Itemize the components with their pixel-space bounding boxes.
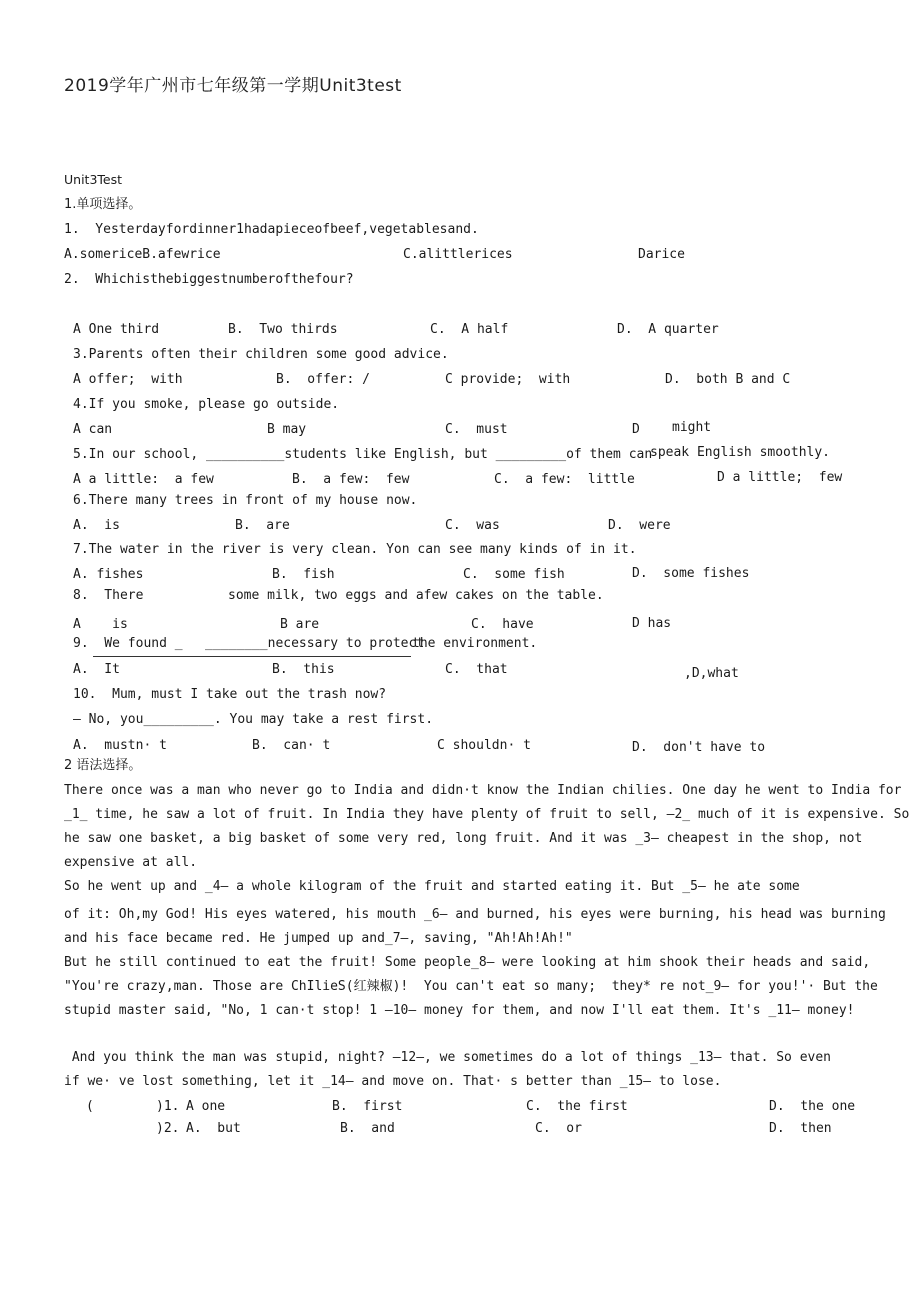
passage-line: "You're crazy,man. Those are ChIlieS(红辣椒)! You can't eat so many; they* re not_9— for you!'· But the — [64, 979, 878, 994]
q2-option-d: D. A quarter — [617, 322, 719, 337]
q6-option-a: A. is — [73, 518, 120, 533]
q2-option-a: A One third — [73, 322, 160, 337]
q10-option-b: B. can· t — [252, 738, 331, 753]
passage-line: and his face became red. He jumped up and_7—, saving, "Ah!Ah!Ah!" — [64, 931, 573, 946]
q9-option-c: C. that — [445, 662, 508, 677]
q6-option-d: D. were — [608, 518, 671, 533]
q4-option-b: B may — [267, 422, 307, 437]
q4-option-d-text: might — [672, 420, 712, 435]
q3-option-b: B. offer: / — [276, 372, 370, 387]
q10-option-c: C shouldn· t — [437, 738, 531, 753]
q9-stem: 9. We found _ — [73, 636, 183, 651]
q8-stem-cont: some milk, two eggs and afew cakes on the table. — [228, 588, 604, 603]
q3-option-c: C provide; with — [445, 372, 571, 387]
passage-line: expensive at all. — [64, 855, 198, 870]
q6-option-b: B. are — [235, 518, 290, 533]
passage-line: of it: Oh,my God! His eyes watered, his mouth _6— and burned, his eyes were burning, his head was burning — [64, 907, 886, 922]
passage-line: But he still continued to eat the fruit! Some people_8— were looking at him shook their heads and said, — [64, 955, 871, 970]
passage-line: And you think the man was stupid, night? —12—, we sometimes do a lot of things _13— that. So even — [64, 1050, 832, 1065]
answer-1-paren: ( — [86, 1099, 94, 1114]
q2-option-b: B. Two thirds — [228, 322, 338, 337]
q4-stem: 4.If you smoke, please go outside. — [73, 397, 340, 412]
q7-option-b: B. fish — [272, 567, 335, 582]
passage-line: _1_ time, he saw a lot of fruit. In India they have plenty of fruit to sell, —2_ much of it is expensive. So — [64, 807, 910, 822]
answer-1-option-b: B. first — [332, 1099, 403, 1114]
q5-stem: 5.In our school, __________students like English, but _________of them can — [73, 447, 653, 462]
section2-heading: 2 语法选择。 — [64, 758, 142, 773]
q9-stem-blank: ________necessary to protect — [205, 636, 425, 651]
q4-option-a: A can — [73, 422, 113, 437]
q2-option-c: C. A half — [430, 322, 509, 337]
passage-line: There once was a man who never go to India and didn·t know the Indian chilies. One day he went to India for — [64, 783, 902, 798]
test-subtitle: Unit3Test — [64, 172, 123, 187]
answer-1-option-a: A one — [186, 1099, 226, 1114]
answer-1-option-d: D. the one — [769, 1099, 856, 1114]
q9-option-d: ,D,what — [684, 666, 739, 681]
answer-2-option-a: A. but — [186, 1121, 241, 1136]
q7-stem: 7.The water in the river is very clean. Yon can see many kinds of in it. — [73, 542, 637, 557]
q9-underline — [93, 656, 411, 657]
q2-stem: 2. Whichisthebiggestnumberofthefour? — [64, 272, 354, 287]
q1-stem: 1. Yesterdayfordinner1hadapieceofbeef,vegetablesand. — [64, 222, 479, 237]
q1-option-d: Darice — [638, 247, 685, 262]
q7-option-c: C. some fish — [463, 567, 565, 582]
q8-option-a: A is — [73, 617, 128, 632]
q9-option-b: B. this — [272, 662, 335, 677]
passage-line: he saw one basket, a big basket of some very red, long fruit. And it was _3— cheapest in the shop, not — [64, 831, 863, 846]
q3-option-a: A offer; with — [73, 372, 183, 387]
q5-option-d: D a little; few — [717, 470, 843, 485]
q8-option-d: D has — [632, 616, 672, 631]
passage-line: if we· ve lost something, let it _14— and move on. That· s better than _15— to lose. — [64, 1074, 722, 1089]
passage-line: So he went up and _4— a whole kilogram of the fruit and started eating it. But _5— he ate some — [64, 879, 800, 894]
answer-2-number: )2. — [156, 1121, 180, 1136]
q4-option-c: C. must — [445, 422, 508, 437]
answer-1-number: )1. — [156, 1099, 180, 1114]
q5-option-b: B. a few: few — [292, 472, 410, 487]
q6-option-c: C. was — [445, 518, 500, 533]
section1-heading: 1.单项选择。 — [64, 197, 142, 212]
q9-stem-cont: the environment. — [412, 636, 538, 651]
q10-option-d: D. don't have to — [632, 740, 766, 751]
q10-reply: — No, you_________. You may take a rest first. — [73, 712, 434, 727]
q9-option-a: A. It — [73, 662, 120, 677]
q7-option-a: A. fishes — [73, 567, 144, 582]
passage-line: stupid master said, "No, 1 can·t stop! 1 —10— money for them, and now I'll eat them. It's _11— money! — [64, 1003, 855, 1018]
answer-2-option-b: B. and — [340, 1121, 395, 1136]
q5-stem-cont: speak English smoothly. — [650, 445, 831, 460]
answer-2-option-c: C. or — [535, 1121, 582, 1136]
q4-option-d-letter: D — [632, 422, 640, 437]
q5-option-c: C. a few: little — [494, 472, 635, 487]
answer-2-option-d: D. then — [769, 1121, 832, 1136]
q8-option-b: B are — [280, 617, 320, 632]
document-title: 2019学年广州市七年级第一学期Unit3test — [64, 76, 402, 96]
q10-stem: 10. Mum, must I take out the trash now? — [73, 687, 387, 702]
q6-stem: 6.There many trees in front of my house now. — [73, 493, 418, 508]
q10-option-a: A. mustn· t — [73, 738, 167, 753]
answer-1-option-c: C. the first — [526, 1099, 628, 1114]
q8-option-c: C. have — [471, 617, 534, 632]
q3-stem: 3.Parents often their children some good advice. — [73, 347, 449, 362]
q7-option-d: D. some fishes — [632, 566, 750, 581]
q1-option-c: C.alittlerices — [403, 247, 513, 262]
q1-option-a: A.somericeB.afewrice — [64, 247, 221, 262]
q8-stem: 8. There — [73, 588, 144, 603]
q5-option-a: A a little: a few — [73, 472, 214, 487]
q3-option-d: D. both B and C — [665, 372, 791, 387]
